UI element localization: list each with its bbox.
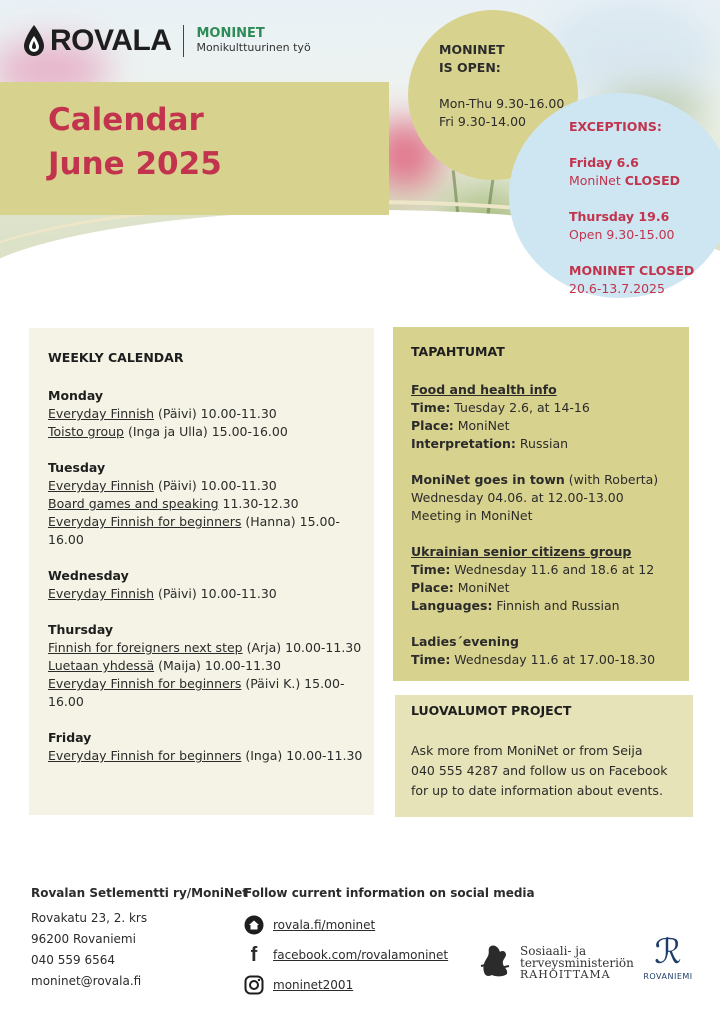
page-title-line-1: Calendar (48, 102, 204, 138)
day-friday: Friday (48, 730, 92, 745)
event-ladies-evening: Ladies´evening Time: Wednesday 11.6 at 17.00-18.30 (411, 633, 689, 669)
rovaniemi-logo (641, 934, 695, 981)
course-link[interactable]: Everyday Finnish for beginners (48, 748, 242, 763)
moninet-logo (196, 27, 310, 55)
exception-note: Open 9.30-15.00 (569, 227, 675, 242)
exception-day: MONINET CLOSED (569, 263, 695, 278)
event-moninet-town: MoniNet goes in town (with Roberta) Wednesday 04.06. at 12.00-13.00 Meeting in MoniNet (411, 471, 689, 525)
ministry-logo (478, 942, 634, 984)
exceptions (569, 118, 694, 298)
opening-hours-friday: Fri 9.30-14.00 (439, 114, 526, 129)
event-title[interactable]: Food and health info (411, 382, 557, 397)
course-row: Everyday Finnish (Päivi) 10.00-11.30 (48, 478, 277, 493)
day-wednesday: Wednesday (48, 568, 129, 583)
instagram-icon (244, 975, 264, 995)
facebook-icon: f (250, 944, 258, 966)
course-link[interactable]: Finnish for foreigners next step (48, 640, 243, 655)
opening-hours (439, 41, 564, 131)
day-monday: Monday (48, 388, 104, 403)
rovaniemi-emblem-icon: ℛ (654, 932, 682, 972)
weekly-calendar (29, 328, 374, 815)
exception-note: MoniNet CLOSED (569, 173, 680, 188)
email: moninet@rovala.fi (31, 974, 142, 988)
social-web (244, 913, 535, 937)
course-link[interactable]: Everyday Finnish for beginners (48, 676, 242, 691)
event-title[interactable]: Ukrainian senior citizens group (411, 544, 632, 559)
course-row: Board games and speaking 11.30-12.30 (48, 496, 299, 511)
home-icon (244, 915, 264, 935)
social-heading: Follow current information on social media (244, 886, 535, 900)
moninet-logo-subtitle: Monikulttuurinen työ (196, 41, 311, 54)
page-title-line-2: June 2025 (48, 146, 222, 182)
address-line: 96200 Rovaniemi (31, 932, 136, 946)
course-link[interactable]: Everyday Finnish (48, 478, 154, 493)
day-tuesday: Tuesday (48, 460, 106, 475)
luovalumot-body: Ask more from MoniNet or from Seija 040 555 4287 and follow us on Facebook for up to date information about events. (411, 743, 668, 798)
exception-note: 20.6-13.7.2025 (569, 281, 665, 296)
opening-heading-1: MONINET (439, 42, 505, 57)
ministry-text: Sosiaali- ja terveysministeriön RAHOITTAMA (520, 944, 634, 981)
event-ukrainian-seniors: Ukrainian senior citizens group Time: Wednesday 11.6 and 18.6 at 12 Place: MoniNet Languages: Finnish and Russian (411, 543, 689, 615)
course-row: Everyday Finnish for beginners (Hanna) 15.00-16.00 (48, 514, 340, 547)
events-heading: TAPAHTUMAT (411, 344, 505, 359)
course-row: Toisto group (Inga ja Ulla) 15.00-16.00 (48, 424, 288, 439)
website-link[interactable]: rovala.fi/moninet (273, 918, 376, 932)
contact-info (31, 883, 248, 992)
day-thursday: Thursday (48, 622, 114, 637)
facebook-link[interactable]: facebook.com/rovalamoninet (273, 948, 449, 962)
course-row: Everyday Finnish (Päivi) 10.00-11.30 (48, 406, 277, 421)
event-food-health: Food and health info Time: Tuesday 2.6, at 14-16 Place: MoniNet Interpretation: Russian (411, 381, 689, 453)
address-line: Rovakatu 23, 2. krs (31, 911, 148, 925)
course-link[interactable]: Toisto group (48, 424, 124, 439)
event-title: Ladies´evening (411, 634, 519, 649)
moninet-logo-title: MONINET (196, 26, 265, 41)
course-link[interactable]: Luetaan yhdessä (48, 658, 155, 673)
events-panel (393, 327, 689, 681)
rovala-logo-text: ROVALA (50, 24, 172, 57)
course-row: Finnish for foreigners next step (Arja) 10.00-11.30 (48, 640, 362, 655)
exceptions-heading: EXCEPTIONS: (569, 119, 662, 134)
luovalumot-heading: LUOVALUMOT PROJECT (411, 703, 572, 718)
logo-divider (183, 25, 184, 57)
course-row: Everyday Finnish (Päivi) 10.00-11.30 (48, 586, 277, 601)
exception-day: Friday 6.6 (569, 155, 639, 170)
lion-crest-icon (478, 942, 512, 984)
weekly-calendar-heading: WEEKLY CALENDAR (48, 350, 184, 365)
course-link[interactable]: Board games and speaking (48, 496, 219, 511)
course-row: Everyday Finnish for beginners (Inga) 10.00-11.30 (48, 748, 363, 763)
org-name: Rovalan Setlementti ry/MoniNet (31, 886, 248, 900)
calendar-title-box (0, 82, 389, 215)
exception-day: Thursday 19.6 (569, 209, 670, 224)
luovalumot-panel (395, 695, 693, 817)
opening-heading-2: IS OPEN: (439, 60, 501, 75)
course-row: Everyday Finnish for beginners (Päivi K.) 15.00-16.00 (48, 676, 345, 709)
rovaniemi-logo-text: ROVANIEMI (643, 972, 693, 981)
instagram-link[interactable]: moninet2001 (273, 978, 354, 992)
course-link[interactable]: Everyday Finnish (48, 406, 154, 421)
event-title: MoniNet goes in town (with Roberta) (411, 472, 659, 487)
phone: 040 559 6564 (31, 953, 115, 967)
course-link[interactable]: Everyday Finnish for beginners (48, 514, 242, 529)
course-link[interactable]: Everyday Finnish (48, 586, 154, 601)
header-logos (22, 24, 311, 58)
course-row: Luetaan yhdessä (Maija) 10.00-11.30 (48, 658, 281, 673)
rovala-drop-icon (22, 24, 46, 58)
opening-hours-weekdays: Mon-Thu 9.30-16.00 (439, 96, 565, 111)
